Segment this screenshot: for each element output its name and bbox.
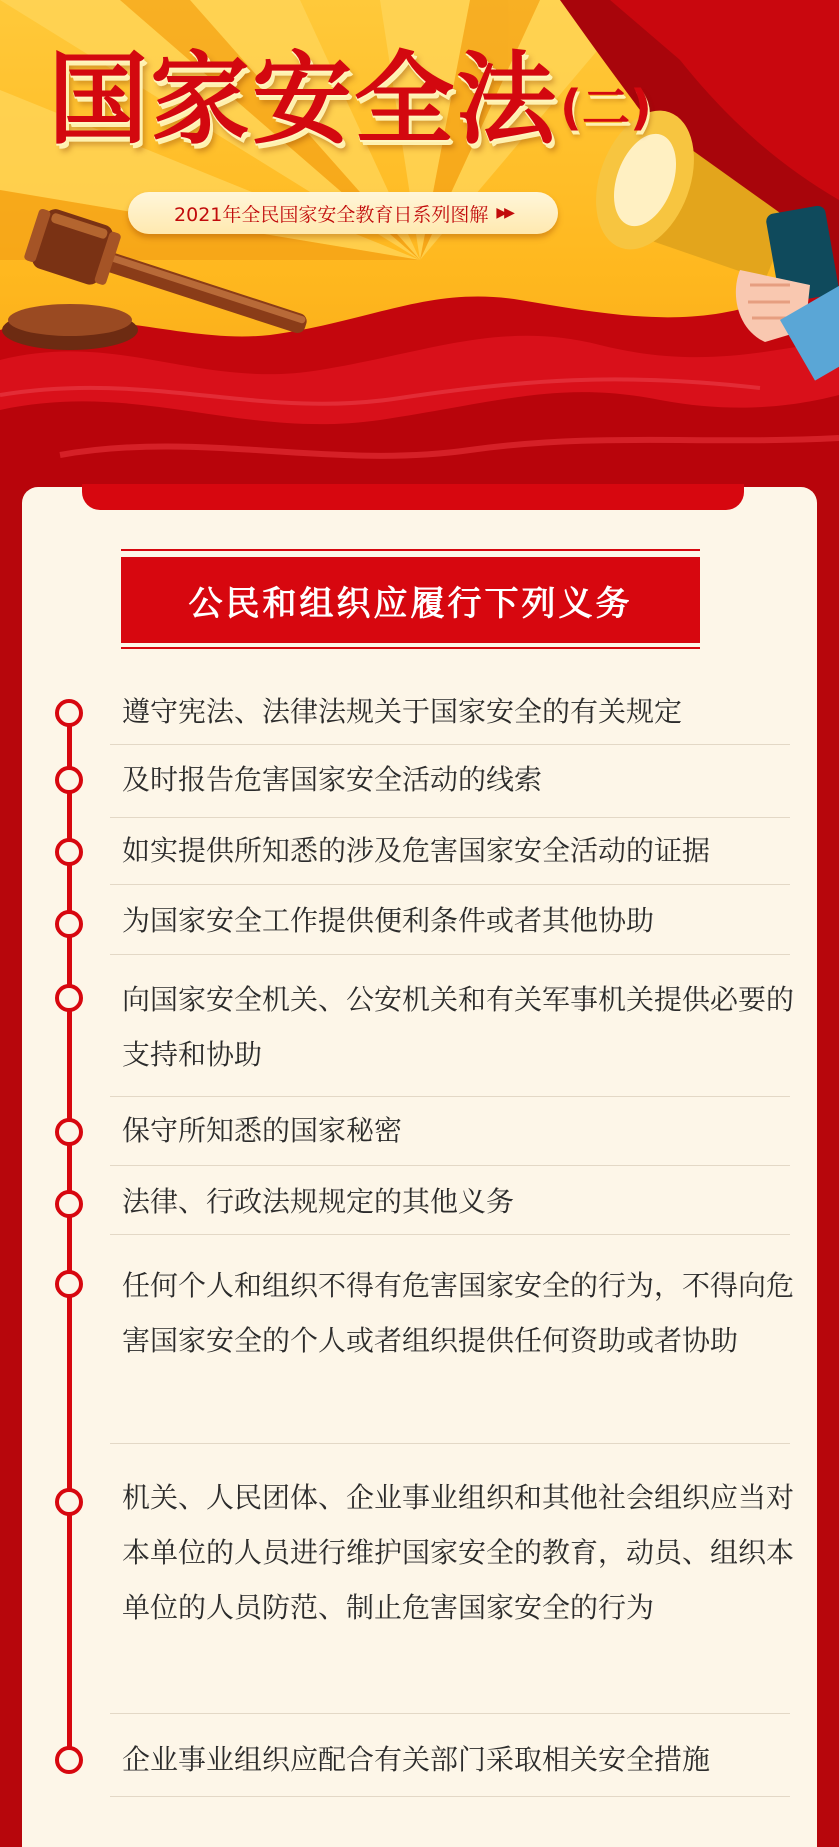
list-item: 遵守宪法、法律法规关于国家安全的有关规定: [122, 695, 683, 728]
subtitle-badge: [128, 192, 558, 234]
list-item: 企业事业组织应配合有关部门采取相关安全措施: [122, 1743, 711, 1776]
list-item: 如实提供所知悉的涉及危害国家安全活动的证据: [122, 834, 711, 867]
item-divider: [110, 744, 790, 745]
timeline-dot: [55, 1190, 83, 1218]
item-divider: [110, 1096, 790, 1097]
list-item: 机关、人民团体、企业事业组织和其他社会组织应当对本单位的人员进行维护国家安全的教育，动员、组织本单位的人员防范、制止危害国家安全的行为: [122, 1481, 795, 1624]
item-divider: [110, 884, 790, 885]
page-title-suffix: (二): [560, 80, 652, 136]
list-item: 向国家安全机关、公安机关和有关军事机关提供必要的支持和协助: [122, 983, 795, 1071]
item-divider: [110, 954, 790, 955]
double-arrow-icon: ▶▶: [496, 205, 512, 221]
list-item: 为国家安全工作提供便利条件或者其他协助: [122, 904, 655, 937]
timeline-dot: [55, 1488, 83, 1516]
page-title: 国家安全法: [48, 41, 558, 158]
item-divider: [110, 1234, 790, 1235]
item-divider: [110, 1713, 790, 1714]
timeline-dot: [55, 984, 83, 1012]
section-title: 公民和组织应履行下列义务: [121, 557, 700, 643]
card-top-tab: [82, 484, 744, 510]
header-banner: [0, 0, 839, 490]
item-divider: [110, 1796, 790, 1797]
item-divider: [110, 1443, 790, 1444]
timeline-dot: [55, 766, 83, 794]
timeline-dot: [55, 699, 83, 727]
timeline-dot: [55, 838, 83, 866]
list-item: 保守所知悉的国家秘密: [122, 1114, 403, 1147]
list-item: 任何个人和组织不得有危害国家安全的行为，不得向危害国家安全的个人或者组织提供任何资助或者协助: [122, 1269, 795, 1357]
timeline-dot: [55, 1746, 83, 1774]
list-item: 法律、行政法规规定的其他义务: [122, 1185, 515, 1218]
list-item: 及时报告危害国家安全活动的线索: [122, 763, 543, 796]
timeline-dot: [55, 1270, 83, 1298]
section-header: [121, 549, 700, 649]
subtitle-text: 2021年全民国家安全教育日系列图解: [174, 203, 489, 226]
timeline-dot: [55, 1118, 83, 1146]
timeline-dot: [55, 910, 83, 938]
item-divider: [110, 1165, 790, 1166]
item-divider: [110, 817, 790, 818]
